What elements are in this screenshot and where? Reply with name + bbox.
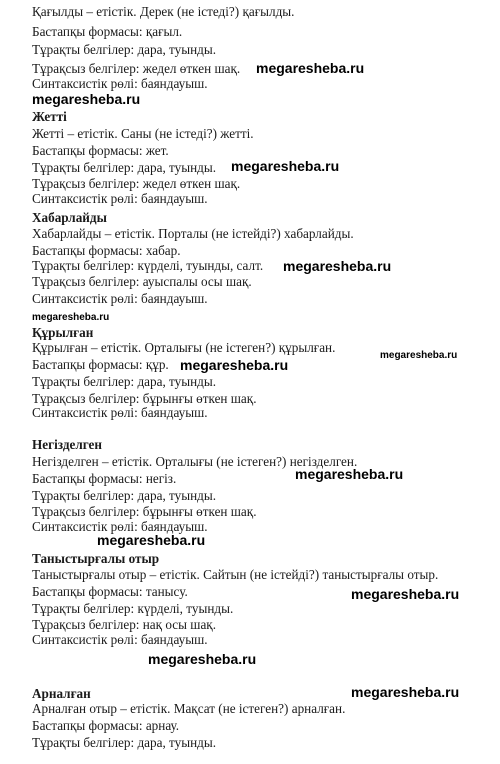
watermark: megaresheba.ru [148, 651, 257, 667]
watermark: megaresheba.ru [351, 684, 460, 700]
section-4-heading: Құрылған [32, 325, 94, 340]
section-1-line-4: Тұрақсыз белгілер: жедел өткен шақ. [32, 61, 241, 76]
section-4-line-5: Синтаксистік рөлі: баяндауыш. [32, 405, 208, 420]
watermark: megaresheba.ru [283, 258, 392, 274]
section-2-line-1: Жетті – етістік. Саны (не істеді?) жетті. [32, 126, 254, 141]
watermark: megaresheba.ru [180, 357, 289, 373]
section-2-line-2: Бастапқы формасы: жет. [32, 143, 169, 158]
section-1-line-2: Бастапқы формасы: қағыл. [32, 24, 183, 39]
section-6-heading: Таныстырғалы отыр [32, 551, 160, 566]
section-3-line-2: Бастапқы формасы: хабар. [32, 243, 181, 258]
section-7-line-3: Тұрақты белгілер: дара, туынды. [32, 735, 217, 750]
section-3-line-1: Хабарлайды – етістік. Порталы (не істейді?) хабарлайды. [32, 226, 354, 241]
watermark: megaresheba.ru [231, 158, 340, 174]
section-5-line-2: Бастапқы формасы: негіз. [32, 471, 177, 486]
section-1-line-3: Тұрақты белгілер: дара, туынды. [32, 42, 217, 57]
section-7-line-1: Арналған отыр – етістік. Мақсат (не істеген?) арналған. [32, 701, 346, 716]
section-6-line-4: Тұрақсыз белгілер: нақ осы шақ. [32, 617, 217, 632]
section-5-line-1: Негізделген – етістік. Орталығы (не істеген?) негізделген. [32, 454, 358, 469]
section-6-line-1: Таныстырғалы отыр – етістік. Сайтын (не істейді?) таныстырғалы отыр. [32, 567, 439, 582]
section-2-line-4: Тұрақсыз белгілер: жедел өткен шақ. [32, 176, 241, 191]
section-6-line-3: Тұрақты белгілер: күрделі, туынды. [32, 601, 234, 616]
section-4-line-2: Бастапқы формасы: құр. [32, 357, 169, 372]
section-5-line-4: Тұрақсыз белгілер: бұрынғы өткен шақ. [32, 504, 257, 519]
section-6-line-2: Бастапқы формасы: танысу. [32, 584, 188, 599]
section-3-line-4: Тұрақсыз белгілер: ауыспалы осы шақ. [32, 274, 252, 289]
watermark: megaresheba.ru [32, 91, 141, 107]
section-2-line-5: Синтаксистік рөлі: баяндауыш. [32, 191, 208, 206]
watermark: megaresheba.ru [380, 350, 458, 361]
section-1-line-5: Синтаксистік рөлі: баяндауыш. [32, 76, 208, 91]
section-7-heading: Арналған [32, 686, 91, 701]
watermark: megaresheba.ru [295, 466, 404, 482]
section-1-line-1: Қағылды – етістік. Дерек (не істеді?) қағылды. [32, 4, 295, 19]
section-4-line-1: Құрылған – етістік. Орталығы (не істеген?) құрылған. [32, 340, 336, 355]
section-2-line-3: Тұрақты белгілер: дара, туынды. [32, 160, 217, 175]
section-3-line-5: Синтаксистік рөлі: баяндауыш. [32, 291, 208, 306]
section-5-heading: Негізделген [32, 437, 103, 452]
watermark: megaresheba.ru [97, 532, 206, 548]
watermark: megaresheba.ru [32, 312, 110, 323]
section-5-line-3: Тұрақты белгілер: дара, туынды. [32, 488, 217, 503]
section-3-line-3: Тұрақты белгілер: күрделі, туынды, салт. [32, 258, 264, 273]
watermark: megaresheba.ru [256, 60, 365, 76]
section-6-line-5: Синтаксистік рөлі: баяндауыш. [32, 632, 208, 647]
section-5-line-5: Синтаксистік рөлі: баяндауыш. [32, 519, 208, 534]
section-3-heading: Хабарлайды [32, 210, 107, 225]
section-4-line-4: Тұрақсыз белгілер: бұрынғы өткен шақ. [32, 391, 257, 406]
watermark: megaresheba.ru [351, 586, 460, 602]
section-4-line-3: Тұрақты белгілер: дара, туынды. [32, 374, 217, 389]
section-2-heading: Жетті [32, 109, 67, 124]
section-7-line-2: Бастапқы формасы: арнау. [32, 718, 180, 733]
